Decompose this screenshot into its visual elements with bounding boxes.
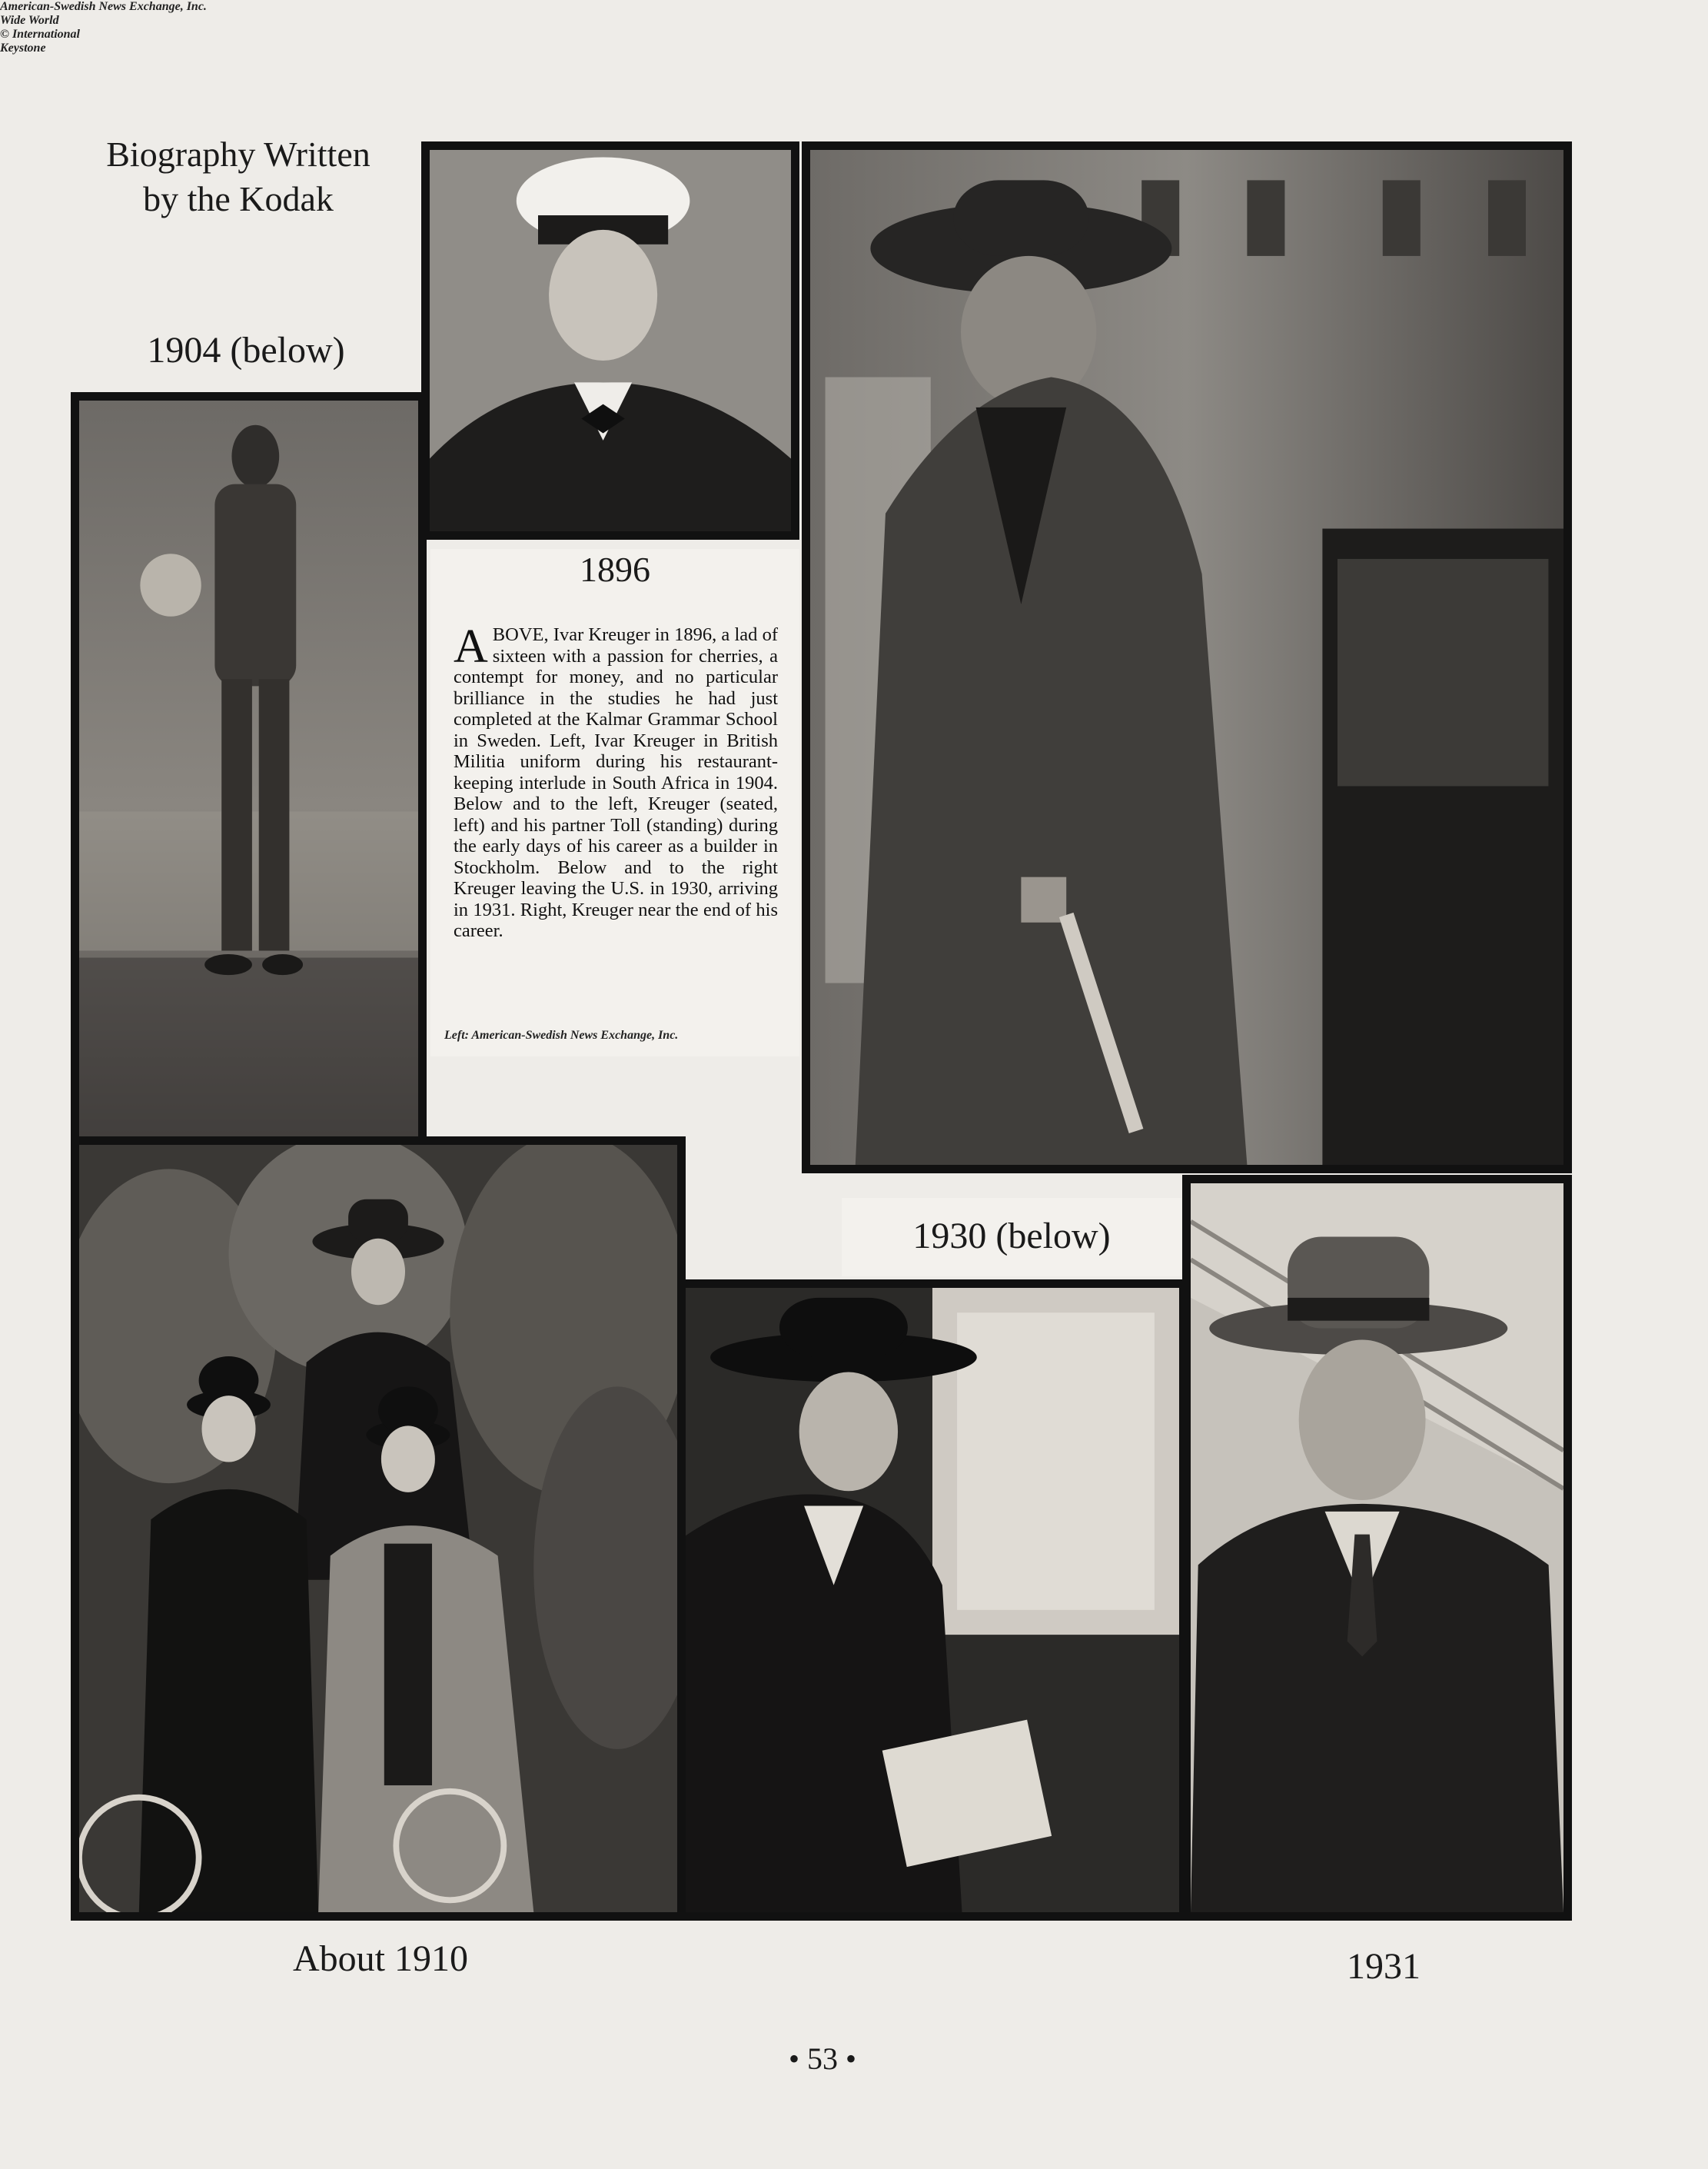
photo-late-career — [802, 141, 1572, 1173]
caption-1930-panel — [842, 1198, 1181, 1276]
photo-1896-portrait — [421, 141, 799, 540]
page-number: • 53 • — [788, 2041, 856, 2076]
article-body — [454, 620, 778, 942]
title-line-1: Biography Written — [106, 135, 371, 174]
caption-1931: 1931 — [1347, 1946, 1421, 1987]
caption-1896: 1896 — [580, 550, 650, 589]
large-photo-credit: American-Swedish News Exchange, Inc. — [0, 0, 207, 13]
caption-1930: 1930 (below) — [912, 1216, 1111, 1256]
photo-1904-militia — [71, 392, 427, 1147]
caption-about-1910: About 1910 — [293, 1938, 468, 1979]
article-text: BOVE, Ivar Kreuger in 1896, a lad of sixteen with a passion for cherries, a contempt for money, and no particular brilliance in the studies he had just completed at the Kalmar Grammar School in Sweden. Left, Ivar Kreuger in British Militia uniform during his restaurant-keeping interlude in South Africa in 1904. Below and to the left, Kreuger (seated, left) and his partner Toll (standing) during the early days of his career as a builder in Stockholm. Below and to the right Kreuger leaving the U.S. in 1930, arriving in 1931. Right, Kreuger near the end of his career. — [454, 624, 778, 941]
caption-1904: 1904 (below) — [147, 330, 345, 371]
photo-1931-credit: Keystone — [0, 42, 46, 55]
article-panel — [430, 549, 799, 1056]
group-photo-credit: Wide World — [0, 14, 59, 27]
title-line-2: by the Kodak — [143, 178, 334, 218]
drop-cap: A — [454, 620, 488, 673]
article-photo-credit: Left: American-Swedish News Exchange, Inc. — [444, 1029, 679, 1042]
photo-1931-arriving — [1182, 1175, 1572, 1921]
photo-1930-leaving — [677, 1279, 1188, 1921]
page-title — [77, 132, 400, 221]
photo-1930-credit: © International — [0, 28, 80, 41]
photo-about-1910-group — [71, 1136, 686, 1921]
